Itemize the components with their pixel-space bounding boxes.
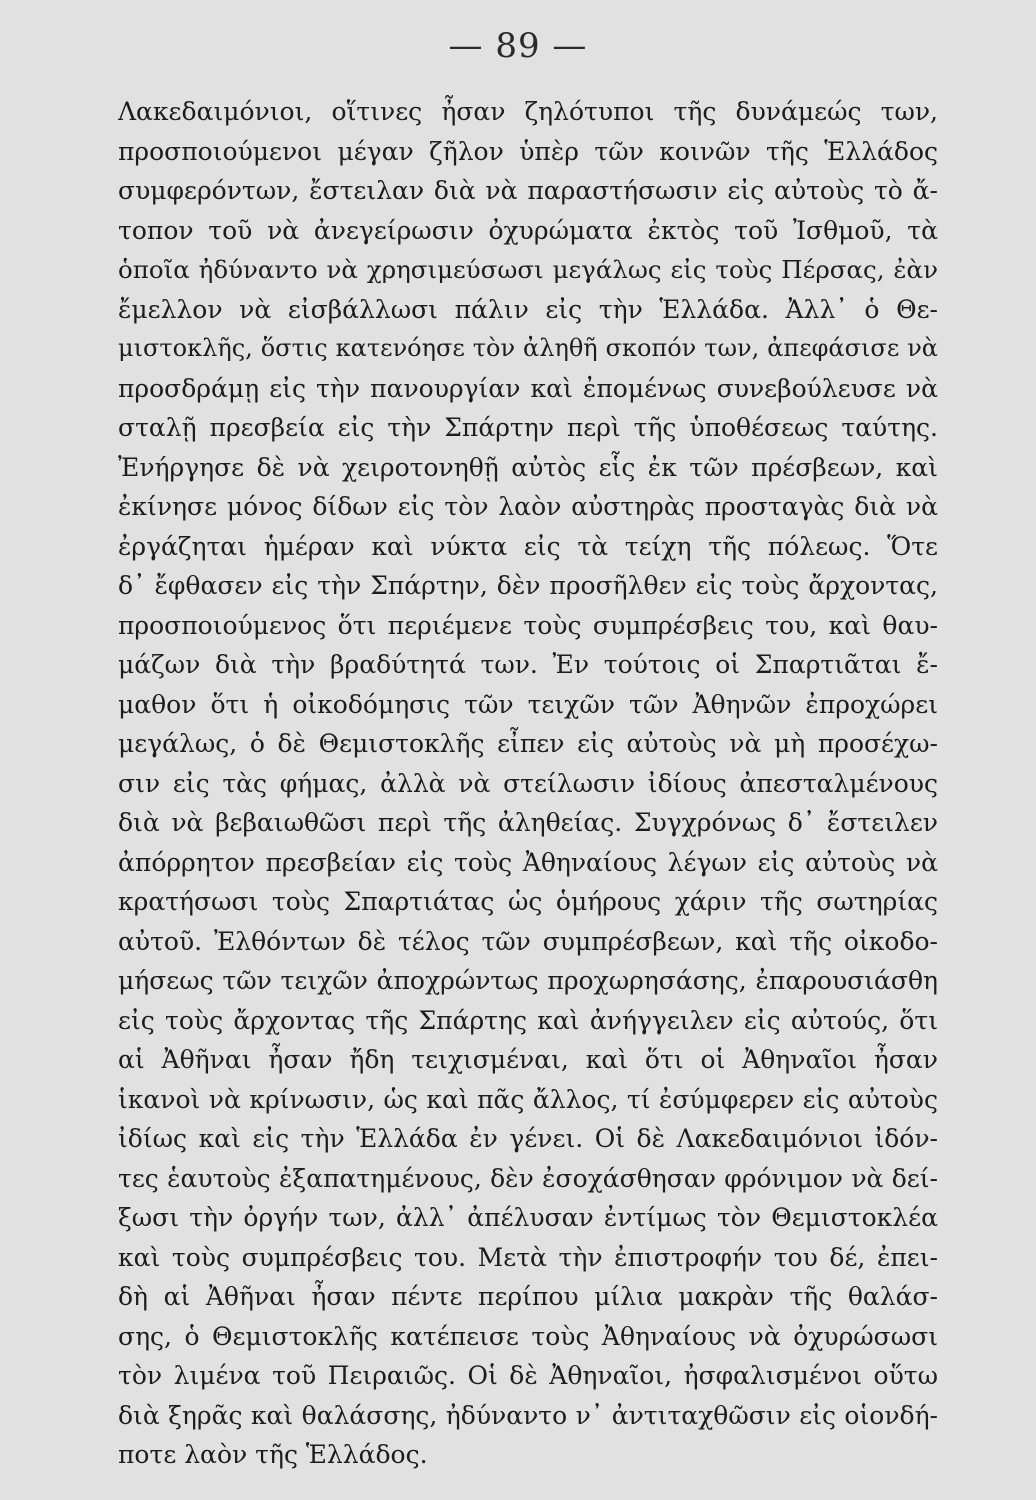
text-line: ξωσι τὴν ὀργήν των, ἀλλ᾽ ἀπέλυσαν ἐντίμως τὸν Θεμιστοκλέα (118, 1203, 938, 1232)
page-number: — 89 — (448, 26, 588, 66)
text-line: δὴ αἱ Ἀθῆναι ἦσαν πέντε περίπου μίλια μακρὰν τῆς θαλάσ- (118, 1282, 938, 1311)
text-line: αἱ Ἀθῆναι ἦσαν ἤδη τειχισμέναι, καὶ ὅτι οἱ Ἀθηναῖοι ἦσαν (118, 1045, 938, 1074)
text-line: Λακεδαιμόνιοι, οἵτινες ἦσαν ζηλότυποι τῆς δυνάμεώς των, (118, 97, 938, 126)
text-line: μιστοκλῆς, ὅστις κατενόησε τὸν ἀληθῆ σκοπόν των, ἀπεφάσισε νὰ (118, 334, 938, 362)
text-line: κρατήσωσι τοὺς Σπαρτιάτας ὡς ὁμήρους χάριν τῆς σωτηρίας (118, 887, 938, 916)
body-text (118, 92, 938, 1475)
text-line: τὸν λιμένα τοῦ Πειραιῶς. Οἱ δὲ Ἀθηναῖοι, ἠσφαλισμένοι οὕτω (118, 1361, 938, 1390)
text-line: ἐργάζηται ἡμέραν καὶ νύκτα εἰς τὰ τείχη τῆς πόλεως. Ὅτε (118, 531, 938, 561)
text-line: προσποιούμενος ὅτι περιέμενε τοὺς συμπρέσβεις του, καὶ θαυ- (118, 610, 938, 640)
text-line: ὁποῖα ἠδύναντο νὰ χρησιμεύσωσι μεγάλως εἰς τοὺς Πέρσας, ἐὰν (118, 255, 938, 284)
text-line: μάζων διὰ τὴν βραδύτητά των. Ἐν τούτοις οἱ Σπαρτιᾶται ἔ- (118, 650, 938, 679)
text-line: ποτε λαὸν τῆς Ἑλλάδος. (118, 1440, 428, 1469)
text-line: προσδράμῃ εἰς τὴν πανουργίαν καὶ ἐπομένως συνεβούλευσε νὰ (118, 373, 938, 403)
text-line: τες ἑαυτοὺς ἐξαπατημένους, δὲν ἐσοχάσθησαν φρόνιμον νὰ δεί- (118, 1163, 938, 1193)
text-line: τοπον τοῦ νὰ ἀνεγείρωσιν ὀχυρώματα ἐκτὸς τοῦ Ἰσθμοῦ, τὰ (118, 215, 938, 245)
text-line: σης, ὁ Θεμιστοκλῆς κατέπεισε τοὺς Ἀθηναίους νὰ ὀχυρώσωσι (118, 1321, 938, 1351)
text-line: συμφερόντων, ἔστειλαν διὰ νὰ παραστήσωσιν εἰς αὐτοὺς τὸ ἄ- (118, 176, 938, 205)
text-line: μήσεως τῶν τειχῶν ἀποχρώντως προχωρησάσης, ἐπαρουσιάσθη (118, 966, 938, 995)
text-line: σιν εἰς τὰς φήμας, ἀλλὰ νὰ στείλωσιν ἰδίους ἀπεσταλμένους (118, 768, 938, 798)
text-line: μαθον ὅτι ἡ οἰκοδόμησις τῶν τειχῶν τῶν Ἀθηνῶν ἐπροχώρει (118, 689, 938, 719)
text-line: Ἐνήργησε δὲ νὰ χειροτονηθῇ αὐτὸς εἷς ἐκ τῶν πρέσβεων, καὶ (118, 452, 938, 482)
text-line: εἰς τοὺς ἄρχοντας τῆς Σπάρτης καὶ ἀνήγγειλεν εἰς αὐτούς, ὅτι (118, 1005, 938, 1035)
text-line: διὰ νὰ βεβαιωθῶσι περὶ τῆς ἀληθείας. Συγχρόνως δ᾽ ἔστειλεν (118, 808, 938, 837)
text-line: δ᾽ ἔφθασεν εἰς τὴν Σπάρτην, δὲν προσῆλθεν εἰς τοὺς ἄρχοντας, (118, 571, 938, 600)
text-line: ἱκανοὶ νὰ κρίνωσιν, ὡς καὶ πᾶς ἄλλος, τί ἐσύμφερεν εἰς αὐτοὺς (118, 1084, 938, 1114)
text-line: ἀπόρρητον πρεσβείαν εἰς τοὺς Ἀθηναίους λέγων εἰς αὐτοὺς νὰ (118, 847, 938, 877)
text-line: μεγάλως, ὁ δὲ Θεμιστοκλῆς εἶπεν εἰς αὐτοὺς νὰ μὴ προσέχω- (118, 729, 938, 758)
text-line: καὶ τοὺς συμπρέσβεις του. Μετὰ τὴν ἐπιστροφήν του δέ, ἐπει- (118, 1242, 938, 1272)
text-line: σταλῇ πρεσβεία εἰς τὴν Σπάρτην περὶ τῆς ὑποθέσεως ταύτης. (118, 413, 938, 442)
text-line: ἔμελλον νὰ εἰσβάλλωσι πάλιν εἰς τὴν Ἑλλάδα. Ἀλλ᾽ ὁ Θε- (118, 294, 938, 324)
text-line: ἰδίως καὶ εἰς τὴν Ἑλλάδα ἐν γένει. Οἱ δὲ Λακεδαιμόνιοι ἰδόν- (118, 1124, 938, 1153)
text-line: αὐτοῦ. Ἐλθόντων δὲ τέλος τῶν συμπρέσβεων, καὶ τῆς οἰκοδο- (118, 926, 938, 956)
text-line: ἐκίνησε μόνος δίδων εἰς τὸν λαὸν αὐστηρὰς προσταγὰς διὰ νὰ (118, 492, 938, 521)
text-line: διὰ ξηρᾶς καὶ θαλάσσης, ἠδύναντο ν᾽ ἀντιταχθῶσιν εἰς οἱονδή- (118, 1400, 938, 1430)
text-line: προσποιούμενοι μέγαν ζῆλον ὑπὲρ τῶν κοινῶν τῆς Ἑλλάδος (118, 136, 938, 166)
